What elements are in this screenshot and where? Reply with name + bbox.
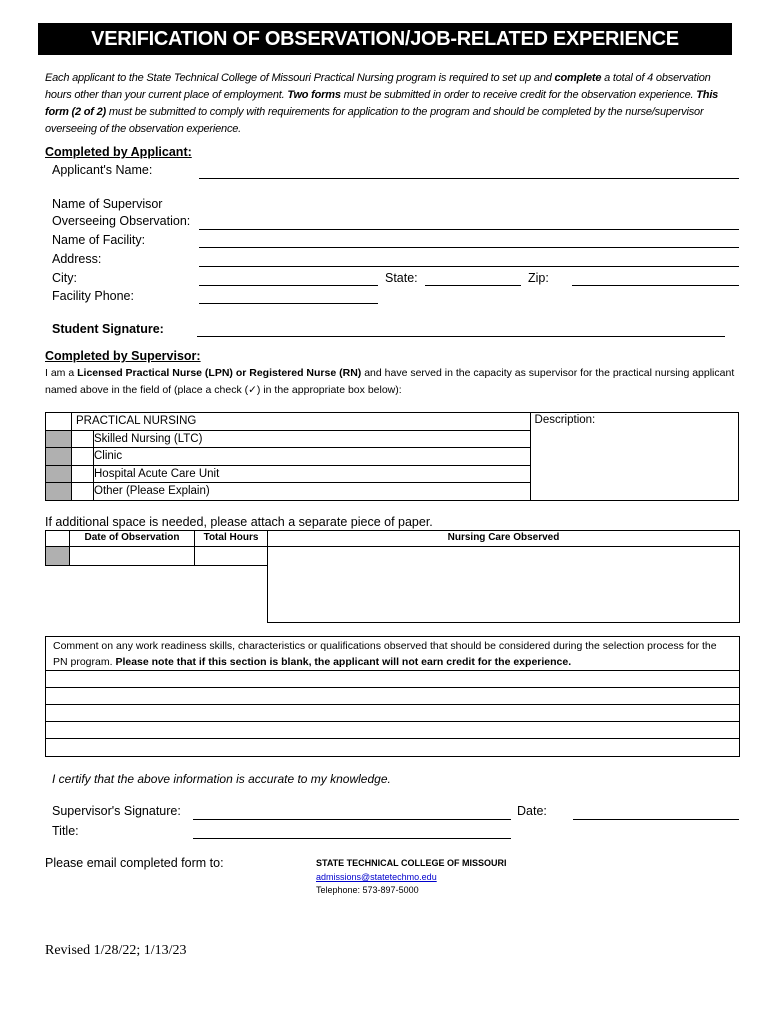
hours-check-box[interactable] <box>46 547 69 565</box>
address-label: Address: <box>52 252 102 266</box>
college-name: STATE TECHNICAL COLLEGE OF MISSOURI <box>316 858 507 868</box>
nursing-care-observed-field[interactable] <box>268 547 739 622</box>
comment-instructions: Comment on any work readiness skills, characteristics or qualifications observed that should be considered during the selection process for the PN program. Please note that if this section is blank, the applicant will not earn credit for the experience. <box>53 640 717 668</box>
title-field[interactable] <box>193 838 511 839</box>
total-hours-field[interactable] <box>195 547 267 565</box>
comment-box <box>45 636 740 757</box>
row-label: Skilled Nursing (LTC) <box>94 430 531 448</box>
certify-statement: I certify that the above information is accurate to my knowledge. <box>52 772 391 786</box>
comment-line-5[interactable] <box>46 738 739 756</box>
experience-description[interactable]: Description: <box>530 413 738 501</box>
experience-table <box>45 412 739 501</box>
row-label: Other (Please Explain) <box>94 483 531 501</box>
facility-name-label: Name of Facility: <box>52 233 146 247</box>
zip-label: Zip: <box>528 271 549 285</box>
col-hours-header: Total Hours <box>203 532 259 543</box>
supervisor-signature-label: Supervisor's Signature: <box>52 804 181 818</box>
applicant-heading: Completed by Applicant: <box>45 145 192 159</box>
hours-table <box>45 530 740 623</box>
check-box-skilled-nursing[interactable] <box>46 430 72 448</box>
supervisor-name-label-1: Name of Supervisor <box>52 197 163 211</box>
applicant-name-field[interactable] <box>199 178 739 179</box>
check-box-clinic[interactable] <box>46 448 72 466</box>
intro-paragraph: Each applicant to the State Technical College of Missouri Practical Nursing program is required to set up and complete a total of 4 observation hours other than your current place of employment. Two forms must be submitted in order to receive credit for the observation experience. This form (2 of 2) must be submitted to comply with requirements for application to the program and should be completed by the nurse/supervisor overseeing of the observation experience. <box>45 72 719 135</box>
facility-phone-field[interactable] <box>199 303 378 304</box>
supervisor-name-label-2: Overseeing Observation: <box>52 214 191 228</box>
facility-name-field[interactable] <box>199 247 739 248</box>
check-box-hospital[interactable] <box>46 465 72 483</box>
comment-line-1[interactable] <box>46 670 739 687</box>
city-field[interactable] <box>199 285 378 286</box>
form-title: VERIFICATION OF OBSERVATION/JOB-RELATED EXPERIENCE <box>38 23 732 55</box>
row-label: Hospital Acute Care Unit <box>94 465 531 483</box>
zip-field[interactable] <box>572 285 739 286</box>
email-instruction: Please email completed form to: <box>45 856 224 870</box>
row-label: Clinic <box>94 448 531 466</box>
revision-date: Revised 1/28/22; 1/13/23 <box>45 943 187 958</box>
facility-phone-label: Facility Phone: <box>52 289 134 303</box>
title-label: Title: <box>52 824 79 838</box>
date-label: Date: <box>517 804 547 818</box>
experience-header: PRACTICAL NURSING <box>72 413 531 431</box>
state-label: State: <box>385 271 418 285</box>
supervisor-signature-field[interactable] <box>193 819 511 820</box>
supervisor-heading: Completed by Supervisor: <box>45 349 201 363</box>
col-care-header: Nursing Care Observed <box>447 532 560 543</box>
comment-line-4[interactable] <box>46 721 739 738</box>
check-box-other[interactable] <box>46 483 72 501</box>
student-signature-label: Student Signature: <box>52 322 164 336</box>
experience-header-blank <box>46 413 72 431</box>
comment-line-3[interactable] <box>46 704 739 721</box>
city-label: City: <box>52 271 77 285</box>
college-phone: Telephone: 573-897-5000 <box>316 885 419 895</box>
student-signature-field[interactable] <box>197 336 725 337</box>
supervisor-name-field[interactable] <box>199 229 739 230</box>
date-field[interactable] <box>573 819 739 820</box>
supervisor-statement: I am a Licensed Practical Nurse (LPN) or Registered Nurse (RN) and have served in the capacity as supervisor for the practical nursing applicant named above in the field of (place a check (✓) in the appropriate box below): <box>45 367 735 396</box>
col-date-header: Date of Observation <box>84 532 180 543</box>
state-field[interactable] <box>425 285 521 286</box>
address-field[interactable] <box>199 266 739 267</box>
comment-line-2[interactable] <box>46 687 739 704</box>
applicant-name-label: Applicant's Name: <box>52 163 153 177</box>
college-email-link[interactable]: admissions@statetechmo.edu <box>316 872 437 882</box>
additional-space-note: If additional space is needed, please attach a separate piece of paper. <box>45 515 433 529</box>
date-of-observation-field[interactable] <box>70 547 194 565</box>
